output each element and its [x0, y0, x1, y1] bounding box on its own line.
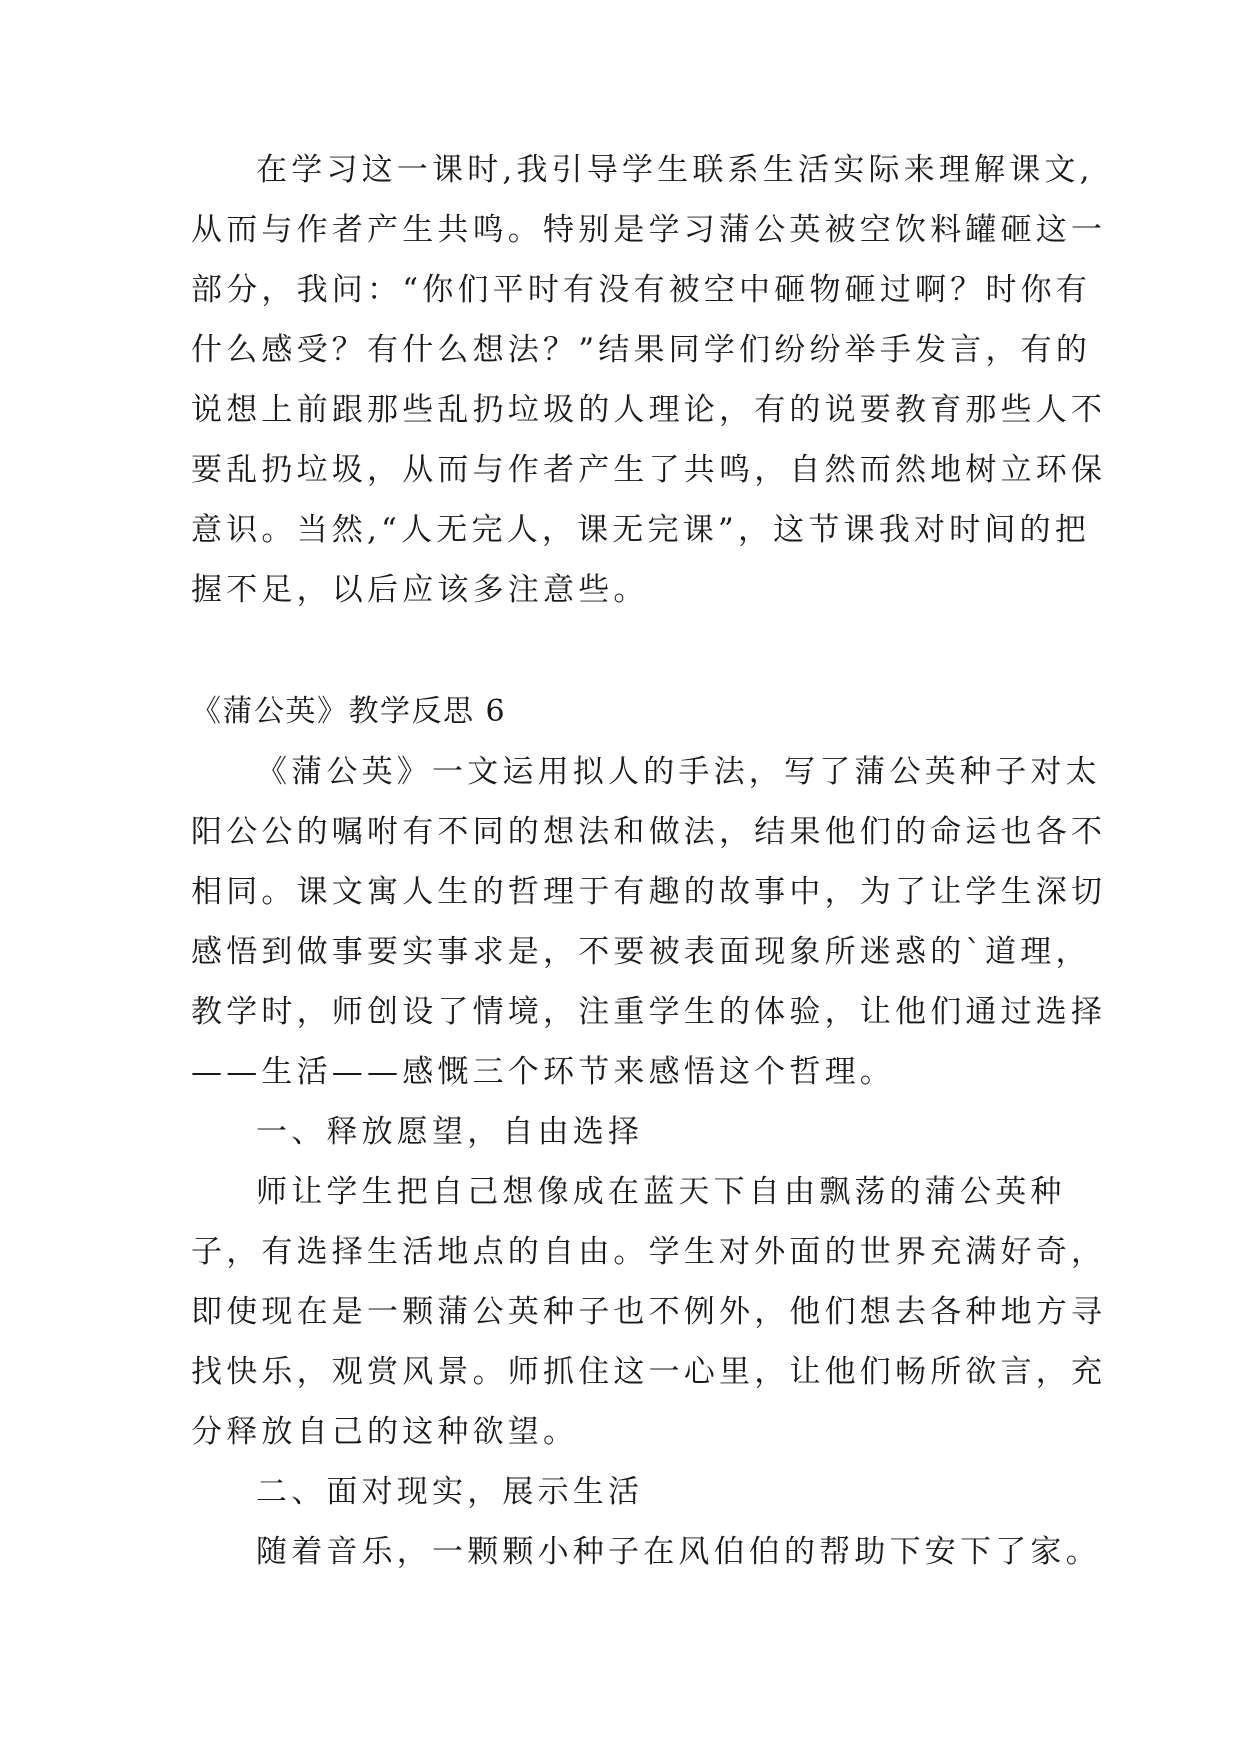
paragraph-line: 从而与作者产生共鸣。特别是学习蒲公英被空饮料罐砸这一: [191, 212, 1107, 248]
paragraph-line: 子，有选择生活地点的自由。学生对外面的世界充满好奇，: [191, 1234, 1107, 1270]
paragraph-line: 感悟到做事要实事求是，不要被表面现象所迷惑的`道理，: [191, 934, 1091, 970]
paragraph-line: 分释放自己的这种欲望。: [191, 1414, 579, 1450]
paragraph-line: 意识。当然,“人无完人，课无完课”，这节课我对时间的把: [191, 512, 1090, 548]
paragraph-line: 部分，我问：“你们平时有没有被空中砸物砸过啊？时你有: [191, 272, 1092, 308]
paragraph-line: 《蒲公英》一文运用拟人的手法，写了蒲公英种子对太: [256, 754, 1101, 790]
paragraph-line: 什么感受？有什么想法？”结果同学们纷纷举手发言，有的: [191, 332, 1092, 368]
paragraph-line: 师让学生把自己想像成在蓝天下自由飘荡的蒲公英种: [256, 1174, 1066, 1210]
paragraph-line: 在学习这一课时,我引导学生联系生活实际来理解课文,: [256, 152, 1094, 188]
paragraph-line: 要乱扔垃圾，从而与作者产生了共鸣，自然而然地树立环保: [191, 452, 1107, 488]
paragraph-line: ——生活——感慨三个环节来感悟这个哲理。: [191, 1054, 895, 1090]
paragraph-line: 找快乐，观赏风景。师抓住这一心里，让他们畅所欲言，充: [191, 1354, 1107, 1390]
paragraph-line: 握不足，以后应该多注意些。: [191, 572, 649, 608]
section-heading: 《蒲公英》教学反思 6: [191, 694, 507, 729]
paragraph-line: 教学时，师创设了情境，注重学生的体验，让他们通过选择: [191, 994, 1107, 1030]
paragraph-line: 阳公公的嘱咐有不同的想法和做法，结果他们的命运也各不: [191, 814, 1107, 850]
paragraph-line: 相同。课文寓人生的哲理于有趣的故事中，为了让学生深切: [191, 874, 1107, 910]
paragraph-line: 即使现在是一颗蒲公英种子也不例外，他们想去各种地方寻: [191, 1294, 1107, 1330]
subheading: 二、面对现实，展示生活: [256, 1474, 644, 1510]
paragraph-line: 随着音乐，一颗颗小种子在风伯伯的帮助下安下了家。: [256, 1534, 1101, 1570]
paragraph-line: 说想上前跟那些乱扔垃圾的人理论，有的说要教育那些人不: [191, 392, 1107, 428]
subheading: 一、释放愿望，自由选择: [256, 1114, 644, 1150]
